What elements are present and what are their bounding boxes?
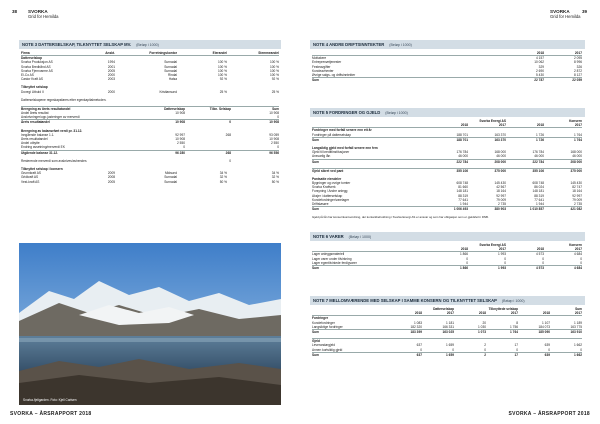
- table-cell: 182 320: [410, 324, 422, 329]
- table-cell: Avskrivninger/opp.justeringer av merverdi: [21, 115, 80, 120]
- table-cell: 20: [482, 320, 486, 325]
- table-cell: 96 556: [269, 150, 279, 155]
- table-cell: 100 %: [269, 64, 279, 69]
- table-cell: Lager egentilvirkede ferdigvarer: [312, 260, 357, 265]
- table-cell: Endring avsetning/merverdi EK: [21, 145, 65, 150]
- table-cell: 163 370: [494, 132, 506, 137]
- table-cell: 79 009: [496, 197, 506, 202]
- table-cell: Gjeld til kredittinstitusjoner: [312, 150, 350, 155]
- table-cell: 82 747: [572, 185, 582, 190]
- table-cell: 268: [225, 132, 231, 137]
- table-cell: Lager varer under tilvirkning: [312, 256, 352, 261]
- table-cell: 0: [452, 347, 454, 352]
- table-cell: 1 756: [510, 324, 518, 329]
- table-cell: 608 748: [456, 181, 468, 186]
- table-cell: 608 748: [532, 181, 544, 186]
- table-cell: 1 662: [574, 343, 582, 348]
- header-brand-left: SVORKA Grid for Hemilda: [28, 9, 59, 19]
- table-cell: 1 944: [536, 202, 544, 206]
- note4-header-row: 2018 2017: [536, 51, 582, 55]
- table-cell: 0: [277, 115, 279, 120]
- table-cell: 1 993: [498, 252, 506, 257]
- table-cell: 32 %: [219, 175, 227, 180]
- table-cell: 4 157: [536, 56, 544, 61]
- table-cell: 1 659: [446, 352, 454, 357]
- table-cell: 10 062: [534, 60, 544, 65]
- table-cell: 2009: [107, 171, 115, 176]
- table-row: [312, 133, 582, 137]
- table-cell: 2 095: [574, 56, 582, 61]
- table-cell: 46 000: [572, 154, 582, 159]
- table-cell: 92 997: [175, 132, 185, 137]
- table-row: [312, 73, 582, 77]
- table-cell: 17: [514, 343, 518, 348]
- table-cell: 86 024: [534, 185, 544, 190]
- note5-header-row: 2018 2017 2018 2017: [460, 123, 582, 128]
- note3-table: [21, 51, 279, 184]
- table-cell: Sum: [312, 159, 319, 164]
- table-cell: 18 164: [496, 189, 506, 194]
- table-cell: 46 000: [496, 154, 506, 159]
- table-cell: 2 735: [574, 202, 582, 206]
- table-cell: Forsyning / Andre anlegg: [312, 189, 348, 194]
- note7-header-row: 2018 2017 2018 2017 2018 2017: [414, 311, 582, 316]
- table-cell: Driftsløsøre: [312, 202, 329, 206]
- note6-group-row: Svorka Energi AS Konsern: [479, 243, 582, 247]
- table-cell: 8 996: [574, 60, 582, 65]
- table-cell: 1 030: [478, 324, 486, 329]
- table-cell: 2 872: [574, 68, 582, 73]
- table-cell: 0: [548, 347, 550, 352]
- page-number-right: 39: [582, 9, 588, 14]
- table-cell: 222 784: [456, 159, 468, 164]
- table-cell: Surnadal: [164, 179, 177, 184]
- table-cell: 329: [538, 64, 544, 69]
- table-cell: 100 %: [217, 64, 227, 69]
- table-cell: 81 660: [458, 185, 468, 190]
- table-cell: 50 %: [219, 179, 227, 184]
- table-cell: 1 181: [446, 320, 454, 325]
- footer-left: SVORKA – ÅRSRAPPORT 2018: [10, 411, 92, 417]
- table-cell: 1 010 857: [529, 207, 544, 212]
- table-cell: 639: [544, 343, 550, 348]
- section-title: Beregning av balanseført verdi pr. 31.12.: [21, 128, 83, 133]
- table-cell: 1 189: [574, 320, 582, 325]
- table-cell: 1 866: [460, 252, 468, 257]
- table-cell: 10 908: [175, 111, 185, 116]
- note6-table: [312, 243, 582, 270]
- table-cell: 77 641: [534, 197, 544, 202]
- table-cell: 42 567: [496, 185, 506, 190]
- note7-table: [312, 307, 582, 357]
- table-cell: 637: [416, 352, 422, 357]
- table-cell: 0: [484, 347, 486, 352]
- table-cell: Svorka Produksjon AS: [21, 60, 53, 65]
- table-cell: 2: [484, 352, 486, 357]
- section-title: Langsiktig gjeld med forfall senere enn fem: [312, 145, 378, 150]
- table-row: [21, 115, 279, 119]
- table-cell: Mottakere: [312, 56, 327, 61]
- table-cell: Årets resultatandel: [21, 120, 50, 125]
- table-cell: 100 %: [217, 68, 227, 73]
- table-cell: Andel utbytte: [21, 141, 40, 146]
- table-cell: Castor Kraft AS: [21, 77, 43, 82]
- table-cell: 1 659: [446, 343, 454, 348]
- table-cell: Dovegi Utbuld II: [21, 89, 44, 94]
- table-cell: 0: [504, 260, 506, 265]
- table-row: [312, 137, 582, 142]
- landscape-photo: [19, 243, 281, 405]
- table-cell: 92 %: [219, 77, 227, 82]
- table-cell: Kundefordringer/varelager: [312, 197, 350, 202]
- photo-caption: Svorka-fjellgarden. Foto: Kjell Carlsen: [23, 398, 77, 402]
- table-row: [21, 119, 279, 124]
- table-cell: 163 370: [494, 137, 506, 142]
- note5-table: [312, 119, 582, 220]
- table-cell: 88 319: [534, 193, 544, 198]
- table-cell: 163 025: [442, 329, 454, 334]
- table-cell: Ansvarlig lån: [312, 154, 331, 159]
- table-row: [21, 180, 279, 184]
- table-cell: 46 000: [534, 154, 544, 159]
- table-cell: 8: [516, 320, 518, 325]
- table-cell: Vest-kraft AS: [21, 179, 40, 184]
- table-cell: 4 573: [536, 252, 544, 257]
- table-cell: Kristiansund: [159, 89, 177, 94]
- table-cell: 79 009: [572, 197, 582, 202]
- table-cell: Sum: [312, 352, 319, 357]
- table-cell: 4 684: [574, 252, 582, 257]
- table-cell: 185 090: [538, 329, 550, 334]
- table-cell: 421 082: [570, 207, 582, 212]
- table-cell: Øvrige salgs- og driftsinntekter: [312, 72, 356, 77]
- table-cell: 10 908: [269, 120, 279, 125]
- table-cell: 100 %: [269, 72, 279, 77]
- table-cell: 145 430: [494, 181, 506, 186]
- section-title: Fordringer med forfall senere enn ett år: [312, 127, 582, 132]
- table-row: [312, 352, 582, 357]
- table-cell: 0: [542, 260, 544, 265]
- table-cell: 1994: [107, 60, 115, 65]
- table-cell: 637: [416, 343, 422, 348]
- note4-table: [312, 51, 582, 82]
- note7-group-row: Datterselskap Tilknyttede selskap Sum: [433, 307, 582, 311]
- table-cell: 163 775: [570, 324, 582, 329]
- table-cell: 100 %: [217, 60, 227, 65]
- table-row: [21, 150, 279, 155]
- table-cell: 10 908: [175, 137, 185, 141]
- table-cell: 166 331: [442, 324, 454, 329]
- note6-title-bar: NOTE 6 VARER (Beløp i 1000): [310, 232, 585, 241]
- table-cell: 1 726: [536, 137, 544, 142]
- table-cell: Surnadal: [164, 68, 177, 73]
- table-cell: 2 550: [271, 141, 279, 146]
- table-cell: Gridkraft AS: [21, 175, 39, 180]
- table-cell: Halsa: [168, 77, 177, 82]
- table-row: [21, 145, 279, 149]
- table-cell: 2000: [107, 72, 115, 77]
- table-cell: 100 %: [217, 72, 227, 77]
- table-cell: 92 %: [271, 77, 279, 82]
- table-cell: 1 083: [414, 320, 422, 325]
- table-cell: 208 000: [494, 159, 506, 164]
- table-cell: 1 944: [460, 202, 468, 206]
- table-cell: 2: [484, 343, 486, 348]
- table-cell: 5 430: [536, 72, 544, 77]
- table-row: [312, 202, 582, 206]
- table-cell: 10 908: [175, 120, 185, 125]
- table-cell: Surnadal: [164, 64, 177, 69]
- note5-group-row: Svorka Energi AS Konsern: [479, 119, 582, 123]
- table-cell: 0: [229, 120, 231, 125]
- table-cell: 1 764: [574, 137, 582, 142]
- table-cell: 2005: [107, 68, 115, 73]
- table-cell: 34 %: [271, 171, 279, 176]
- table-cell: 100 %: [269, 60, 279, 65]
- note3-title-bar: NOTE 3 DATTERSELSKAP, TILKNYTTET SELSKAP MV. (Beløp i 1000): [19, 40, 281, 49]
- table-row: [312, 206, 582, 211]
- table-cell: 50 %: [271, 179, 279, 184]
- table-row: [312, 159, 582, 164]
- table-cell: 96 280: [175, 150, 185, 155]
- table-cell: Midsund: [164, 171, 177, 176]
- section-title: Tilknyttet selskap i konsern: [21, 166, 63, 171]
- table-cell: 10 908: [269, 111, 279, 116]
- section-title: Tilknyttet selskap: [21, 85, 48, 90]
- table-cell: 176 784: [532, 150, 544, 155]
- table-cell: 100 %: [269, 68, 279, 73]
- table-cell: 0: [580, 347, 582, 352]
- table-cell: 0: [580, 256, 582, 261]
- merverdi-row: Resterende merverdi som avskrives/avhendes 0: [21, 158, 231, 163]
- note3-header-row: Firma Anskt. Forretningskontor Eierandel Stemmeandel: [21, 51, 279, 55]
- footer-right: SVORKA – ÅRSRAPPORT 2018: [508, 411, 590, 417]
- table-cell: 168 000: [570, 150, 582, 155]
- table-row: [312, 261, 582, 265]
- table-cell: 0: [580, 260, 582, 265]
- page-number-left: 38: [12, 9, 18, 14]
- table-cell: 222 784: [532, 159, 544, 164]
- note4-title-bar: NOTE 4 ANDRE DRIFTSINNTEKTER (Beløp i 1000): [310, 40, 585, 49]
- table-cell: [185, 115, 231, 119]
- note6-header-row: 2018 2017 2018 2017: [460, 247, 582, 252]
- note4-sum-row: Sum 22 787 22 059: [312, 78, 582, 83]
- pledge-row: Gjeld sikret ved pant 355 106 375 000 355 106 375 000: [312, 168, 582, 173]
- table-cell: 380 903: [494, 207, 506, 212]
- table-cell: Annen kortsiktig gjeld: [312, 347, 343, 352]
- table-cell: 0: [420, 347, 422, 352]
- table-cell: 168 000: [494, 150, 506, 155]
- table-cell: Rindal: [167, 72, 177, 77]
- table-cell: 25 %: [219, 89, 227, 94]
- table-cell: 2008: [107, 175, 115, 180]
- table-cell: 163 910: [570, 329, 582, 334]
- table-cell: Svorka Fjernvarme AS: [21, 68, 53, 73]
- table-cell: 2000: [107, 89, 115, 94]
- table-cell: 0: [542, 256, 544, 261]
- table-cell: 0: [277, 145, 279, 150]
- table-row: [21, 90, 279, 94]
- table-cell: 93 059: [269, 132, 279, 137]
- section-title: Fordringer: [312, 315, 582, 320]
- table-cell: Svorka Bredbånd AS: [21, 64, 51, 69]
- table-cell: 176 784: [456, 150, 468, 155]
- table-cell: 2 690: [536, 68, 544, 73]
- table-cell: Lager anleggsmateriell: [312, 252, 345, 257]
- section-title: Datterselskap: [21, 55, 279, 60]
- table-cell: 2001: [107, 64, 115, 69]
- table-cell: 0: [516, 347, 518, 352]
- table-row: [312, 329, 582, 334]
- table-cell: 17: [514, 352, 518, 357]
- table-cell: 8 127: [574, 72, 582, 77]
- table-cell: 145 430: [570, 181, 582, 186]
- table-cell: 0: [466, 256, 468, 261]
- table-cell: 0: [183, 145, 185, 150]
- table-cell: Sum: [312, 207, 319, 212]
- table-cell: Inngående balanse 1.1.: [21, 132, 55, 137]
- table-cell: Entreprenørtjenester: [312, 60, 342, 65]
- table-cell: Surnadal: [164, 175, 177, 180]
- table-cell: Sum: [312, 329, 319, 334]
- table-cell: 46 000: [458, 154, 468, 159]
- table-cell: Leverandørgjeld: [312, 343, 336, 348]
- table-cell: Festeavgifter: [312, 64, 331, 69]
- right-page: [300, 0, 600, 424]
- table-cell: Bygninger og ovrige tomter: [312, 181, 351, 186]
- table-cell: Aksjer i datterselskap: [312, 193, 343, 198]
- note5-footnote: Gjeld på lån har konsernkontoordning, der kontantbeholdning i Svorka Energi AS er ansvar og som har obligasjon som er gjeldsført i DNB.: [312, 215, 489, 220]
- table-cell: Kundefordringer: [312, 320, 335, 325]
- table-cell: 148 181: [532, 189, 544, 194]
- note6-sum-row: Sum 1 866 1 993 4 573 4 684: [312, 265, 582, 270]
- table-cell: Sum: [312, 137, 319, 142]
- table-cell: 34 %: [219, 171, 227, 176]
- table-row: [21, 77, 279, 81]
- note3-text: Datterselskapene regnskapsføres etter egenkapitalmetoden.: [21, 97, 107, 102]
- table-cell: Svorka Kraftverk: [312, 185, 336, 190]
- table-cell: Grunnkraft AS: [21, 171, 42, 176]
- table-cell: 1 073: [478, 329, 486, 334]
- table-cell: 148 181: [456, 189, 468, 194]
- landscape-illustration: [19, 243, 281, 405]
- table-cell: 92 997: [496, 193, 506, 198]
- table-cell: Andel årets resultat: [21, 111, 49, 116]
- table-cell: 0: [504, 256, 506, 261]
- invest-header-row: Beregning av årets resultatandel Datterselskap Tilkn. Selskap Sum: [21, 106, 279, 111]
- table-cell: 188 701: [456, 137, 468, 142]
- table-cell: 2 550: [177, 141, 185, 146]
- table-row: [312, 154, 582, 158]
- table-cell: 208 000: [570, 159, 582, 164]
- table-cell: 1 006 493: [453, 207, 468, 212]
- header-brand-right: SVORKA Grid for Hemilda: [550, 9, 581, 19]
- table-row: [312, 348, 582, 352]
- table-cell: Fordringer på datterselskap: [312, 132, 351, 137]
- table-cell: Surnadal: [164, 60, 177, 65]
- table-cell: 92 997: [572, 193, 582, 198]
- section-title: Pantsatte eiendeler: [312, 176, 342, 181]
- table-cell: El-Co AS: [21, 72, 34, 77]
- table-row: [312, 325, 582, 329]
- table-cell: [185, 145, 231, 149]
- table-cell: 2003: [107, 77, 115, 82]
- table-cell: 88 319: [458, 193, 468, 198]
- section-title: Gjeld: [312, 338, 582, 343]
- table-cell: 10 908: [269, 137, 279, 141]
- table-cell: 1 726: [536, 132, 544, 137]
- table-cell: 268: [225, 150, 231, 155]
- table-cell: 1 764: [574, 132, 582, 137]
- table-cell: 2005: [107, 179, 115, 184]
- table-cell: 0: [466, 260, 468, 265]
- note5-title-bar: NOTE 5 FORDRINGER OG GJELD (Beløp i 1000): [310, 108, 585, 117]
- table-cell: 1 662: [574, 352, 582, 357]
- table-cell: 77 641: [458, 197, 468, 202]
- table-cell: 1 764: [510, 329, 518, 334]
- table-cell: Årets resultatandel: [21, 137, 48, 141]
- table-cell: 188 701: [456, 132, 468, 137]
- table-cell: 32 %: [271, 175, 279, 180]
- table-cell: 184 073: [538, 324, 550, 329]
- table-cell: 2 735: [498, 202, 506, 206]
- table-cell: 25 %: [271, 89, 279, 94]
- table-cell: Langsiktige fordringer: [312, 324, 343, 329]
- table-cell: 639: [544, 352, 550, 357]
- table-cell: 326: [576, 64, 582, 69]
- table-cell: 1 107: [542, 320, 550, 325]
- table-cell: 18 164: [572, 189, 582, 194]
- note7-title-bar: NOTE 7 MELLOMVÆRENDE MED SELSKAP I SAMME KONSERN OG TILKNYTTET SELSKAP (Beløp i 1000): [310, 296, 585, 305]
- table-cell: [139, 115, 185, 119]
- table-cell: 183 399: [410, 329, 422, 334]
- table-cell: Kundeavhenter: [312, 68, 334, 73]
- table-cell: Utgående balanse 31.12.: [21, 150, 59, 155]
